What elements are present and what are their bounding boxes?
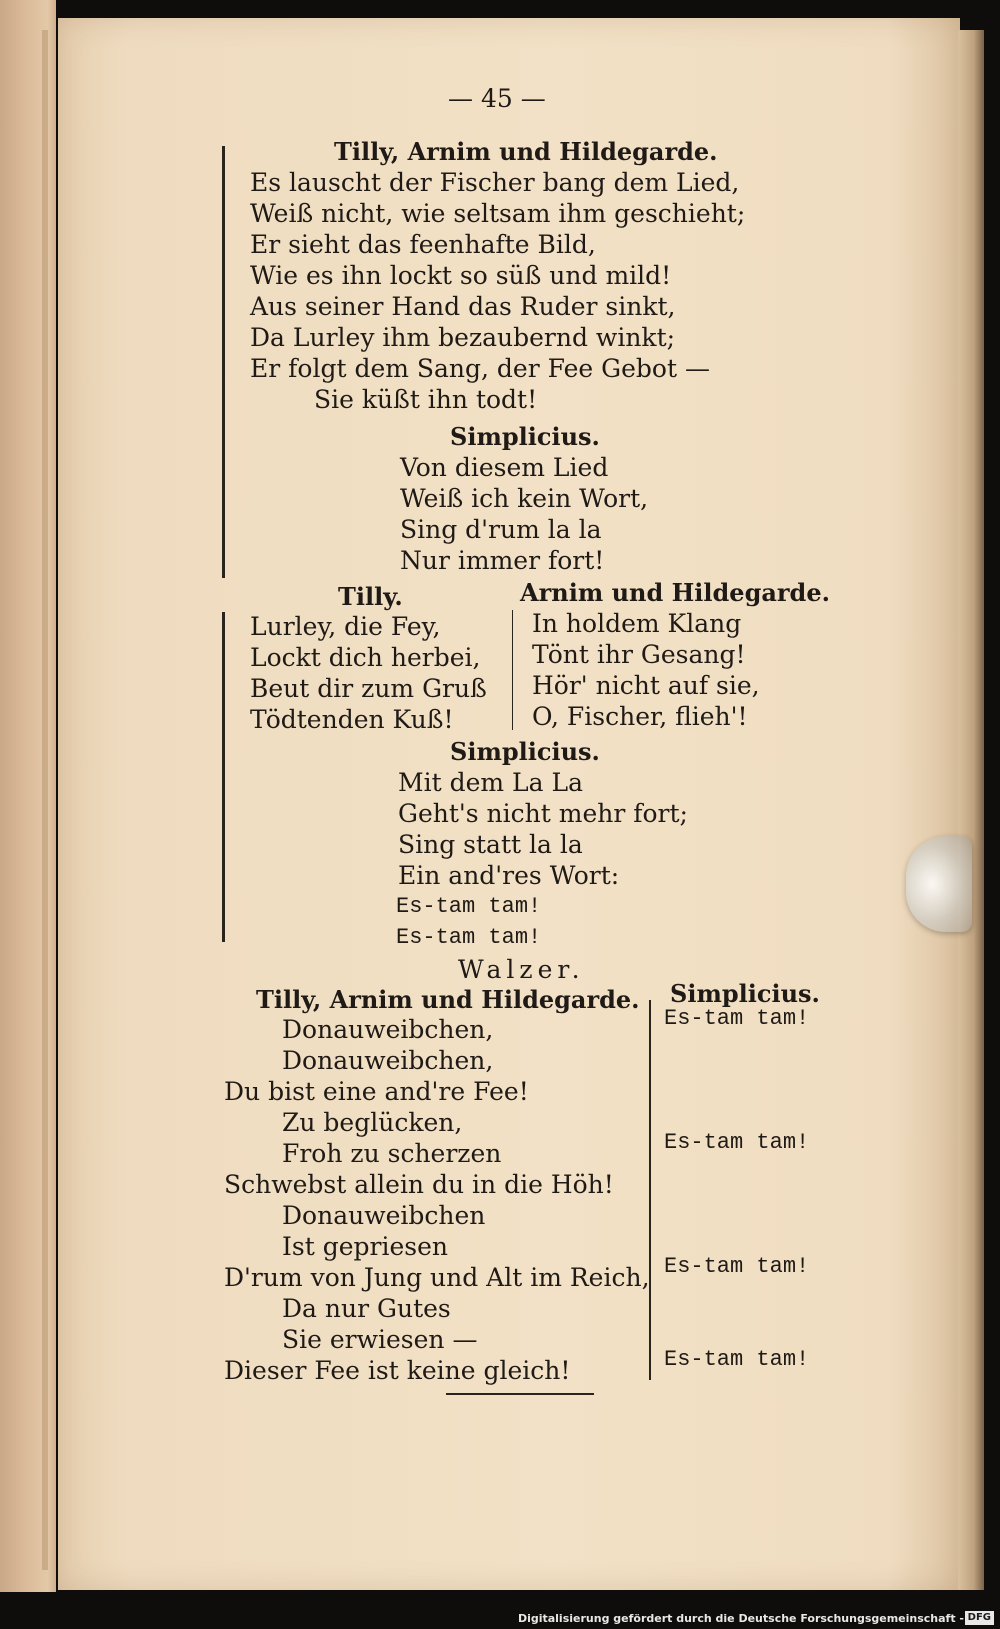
dfg-logo: DFG (965, 1611, 994, 1625)
verse-line: In holdem Klang (532, 609, 742, 638)
verse-line: Lockt dich herbei, (250, 643, 481, 672)
verse-line: Tönt ihr Gesang! (532, 640, 746, 669)
verse-line: Es-tam tam! (396, 925, 542, 950)
page-number: — 45 — (448, 84, 546, 113)
refrain-line: Es-tam tam! (664, 1254, 810, 1279)
verse-line: Da Lurley ihm bezaubernd winkt; (250, 323, 676, 352)
verse-line: Sing statt la la (398, 830, 583, 859)
bracket-line-upper (222, 146, 225, 578)
verse-line: Sie küßt ihn todt! (314, 385, 538, 414)
bracket-line-lower (222, 612, 225, 942)
verse-line: Hör' nicht auf sie, (532, 671, 760, 700)
verse-line: Schwebst allein du in die Höh! (224, 1170, 614, 1199)
end-rule (446, 1393, 594, 1395)
verse-line: Da nur Gutes (282, 1294, 451, 1323)
speaker-heading: Simplicius. (670, 979, 820, 1008)
speaker-heading: Arnim und Hildegarde. (520, 578, 830, 607)
verse-line: Es-tam tam! (396, 894, 542, 919)
verse-line: Du bist eine and're Fee! (224, 1077, 529, 1106)
refrain-line: Es-tam tam! (664, 1347, 810, 1372)
verse-line: Geht's nicht mehr fort; (398, 799, 688, 828)
section-title: Walzer. (458, 955, 585, 984)
verse-line: Weiß nicht, wie seltsam ihm geschieht; (250, 199, 746, 228)
verse-line-spaced: Dieser Fee ist keine gleich! (224, 1356, 571, 1385)
verse-line: Nur immer fort! (400, 546, 605, 575)
speaker-heading: Tilly, Arnim und Hildegarde. (334, 137, 718, 166)
refrain-line: Es-tam tam! (664, 1130, 810, 1155)
verse-line: D'rum von Jung und Alt im Reich, (224, 1263, 650, 1292)
verse-line: Aus seiner Hand das Ruder sinkt, (250, 292, 676, 321)
speaker-heading: Tilly. (338, 582, 403, 611)
verse-line: Donauweibchen, (282, 1015, 494, 1044)
verse-line: Tödtenden Kuß! (250, 705, 454, 734)
verse-line: Beut dir zum Gruß (250, 674, 487, 703)
verse-line: Weiß ich kein Wort, (400, 484, 649, 513)
verse-line: Er folgt dem Sang, der Fee Gebot — (250, 354, 710, 383)
verse-line: Zu beglücken, (282, 1108, 463, 1137)
column-divider-duet (512, 610, 513, 730)
verse-line: Sing d'rum la la (400, 515, 602, 544)
page-stack-edge (958, 30, 984, 1590)
verse-line: Lurley, die Fey, (250, 612, 441, 641)
verse-line: Froh zu scherzen (282, 1139, 502, 1168)
page-clip (906, 836, 972, 932)
verse-line: Ist gepriesen (282, 1232, 448, 1261)
verse-line: Sie erwiesen — (282, 1325, 478, 1354)
verse-line: O, Fischer, flieh'! (532, 702, 748, 731)
speaker-heading: Simplicius. (450, 737, 600, 766)
verse-line: Donauweibchen, (282, 1046, 494, 1075)
column-divider-waltz (649, 1000, 651, 1380)
footer-credit: Digitalisierung gefördert durch die Deutsche Forschungsgemeinschaft - (517, 1612, 964, 1625)
refrain-line: Es-tam tam! (664, 1006, 810, 1031)
speaker-heading: Tilly, Arnim und Hildegarde. (256, 985, 640, 1014)
verse-line: Von diesem Lied (400, 453, 609, 482)
verse-line: Ein and'res Wort: (398, 861, 620, 890)
verse-line: Mit dem La La (398, 768, 583, 797)
verse-line: Wie es ihn lockt so süß und mild! (250, 261, 672, 290)
speaker-heading: Simplicius. (450, 422, 600, 451)
left-page-edge (42, 30, 48, 1570)
verse-line: Es lauscht der Fischer bang dem Lied, (250, 168, 740, 197)
verse-line: Er sieht das feenhafte Bild, (250, 230, 596, 259)
verse-line: Donauweibchen (282, 1201, 486, 1230)
